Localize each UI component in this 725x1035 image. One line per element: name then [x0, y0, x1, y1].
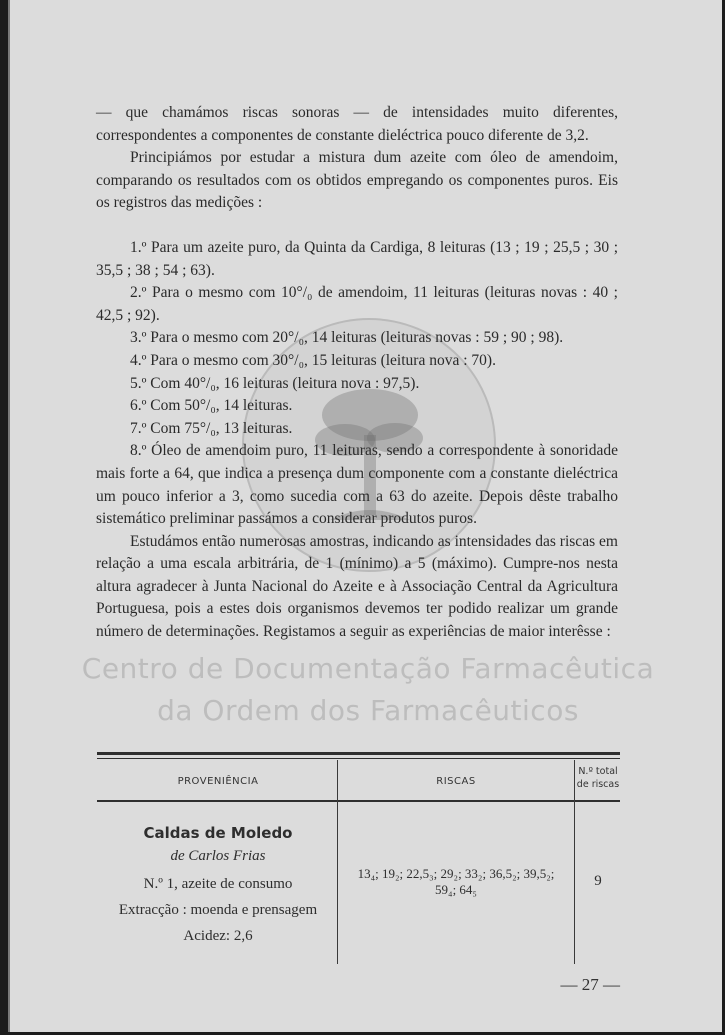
sample-extraction: Extracção : moenda e prensagem [118, 902, 318, 918]
table-top-rule-thin [97, 758, 620, 759]
list-item: 7.º Com 75°/₀, 13 leituras. [130, 419, 293, 437]
watermark-line-1: Centro de Documentação Farmacêutica [81, 652, 655, 685]
table-top-rule [97, 752, 620, 755]
list-item: 8.º Óleo de amendoim puro, 11 leituras, sendo a correspondente à sonoridade mais forte a 64, que indica a presença dum componente com a constante dieléctrica um pouco inferior a 3, como sucedia com a 63 do azeite. Depois dêste trabalho sistemático preliminar passámos a considerar produtos puros. [96, 442, 618, 528]
paragraph: — que chamámos riscas sonoras — de intensidades muito diferentes, correspondentes a componentes de constante dieléctrica pouco diferente de 3,2. [96, 104, 618, 144]
sample-description: N.º 1, azeite de consumo [143, 876, 293, 892]
sample-name: Caldas de Moledo [143, 824, 293, 842]
list-item: 5.º Com 40°/₀, 16 leituras (leitura nova : 97,5). [130, 374, 420, 392]
column-header-provenance: PROVENIÊNCIA [177, 776, 259, 787]
body-text [96, 102, 618, 644]
total-riscas: 9 [594, 873, 602, 889]
riscas-values [338, 866, 574, 898]
sample-acidity: Acidez: 2,6 [183, 928, 253, 944]
page-number: — 27 — [560, 975, 620, 994]
riscas-values-line2: 59₄; 64₅ [435, 882, 477, 897]
riscas-values-line1: 13₄; 19₂; 22,5₃; 29₂; 33₂; 36,5₂; 39,5₂; [357, 866, 555, 881]
list-item: 1.º Para um azeite puro, da Quinta da Cardiga, 8 leituras (13 ; 19 ; 25,5 ; 30 ; 35,5 ; 38 ; 54 ; 63). [96, 238, 618, 279]
watermark-line-2: da Ordem dos Farmacêuticos [157, 694, 579, 727]
book-page [8, 0, 722, 1032]
column-header-total-line1: N.º total [578, 766, 618, 777]
table-header-rule [97, 800, 620, 802]
column-header-total [575, 765, 621, 791]
list-item: 3.º Para o mesmo com 20°/₀, 14 leituras (leituras novas : 59 ; 90 ; 98). [130, 329, 564, 347]
list-item: 2.º Para o mesmo com 10°/₀ de amendoim, 11 leituras (leituras novas : 40 ; 42,5 ; 92). [96, 284, 618, 324]
paragraph: Estudámos então numerosas amostras, indicando as intensidades das riscas em relação a uma escala arbitrária, de 1 (mínimo) a 5 (máximo). Cumpre-nos nesta altura agradecer à Junta Nacional do Azeite e à Associação Central da Agricultura Portuguesa, pois a estes dois organismos devemos ter podido realizar um grande número de determinações. Registamos a seguir as experiências de maior interêsse : [96, 532, 618, 641]
list-item: 4.º Para o mesmo com 30°/₀, 15 leituras (leitura nova : 70). [130, 351, 496, 369]
column-header-total-line2: de riscas [576, 779, 620, 790]
list-item: 6.º Com 50°/₀, 14 leituras. [130, 397, 293, 415]
paragraph: Principiámos por estudar a mistura dum azeite com óleo de amendoim, comparando os resultados com os obtidos empregando os componentes puros. Eis os registros das medições : [96, 149, 618, 212]
column-header-riscas: RISCAS [436, 776, 476, 787]
sample-author: de Carlos Frias [170, 848, 266, 864]
